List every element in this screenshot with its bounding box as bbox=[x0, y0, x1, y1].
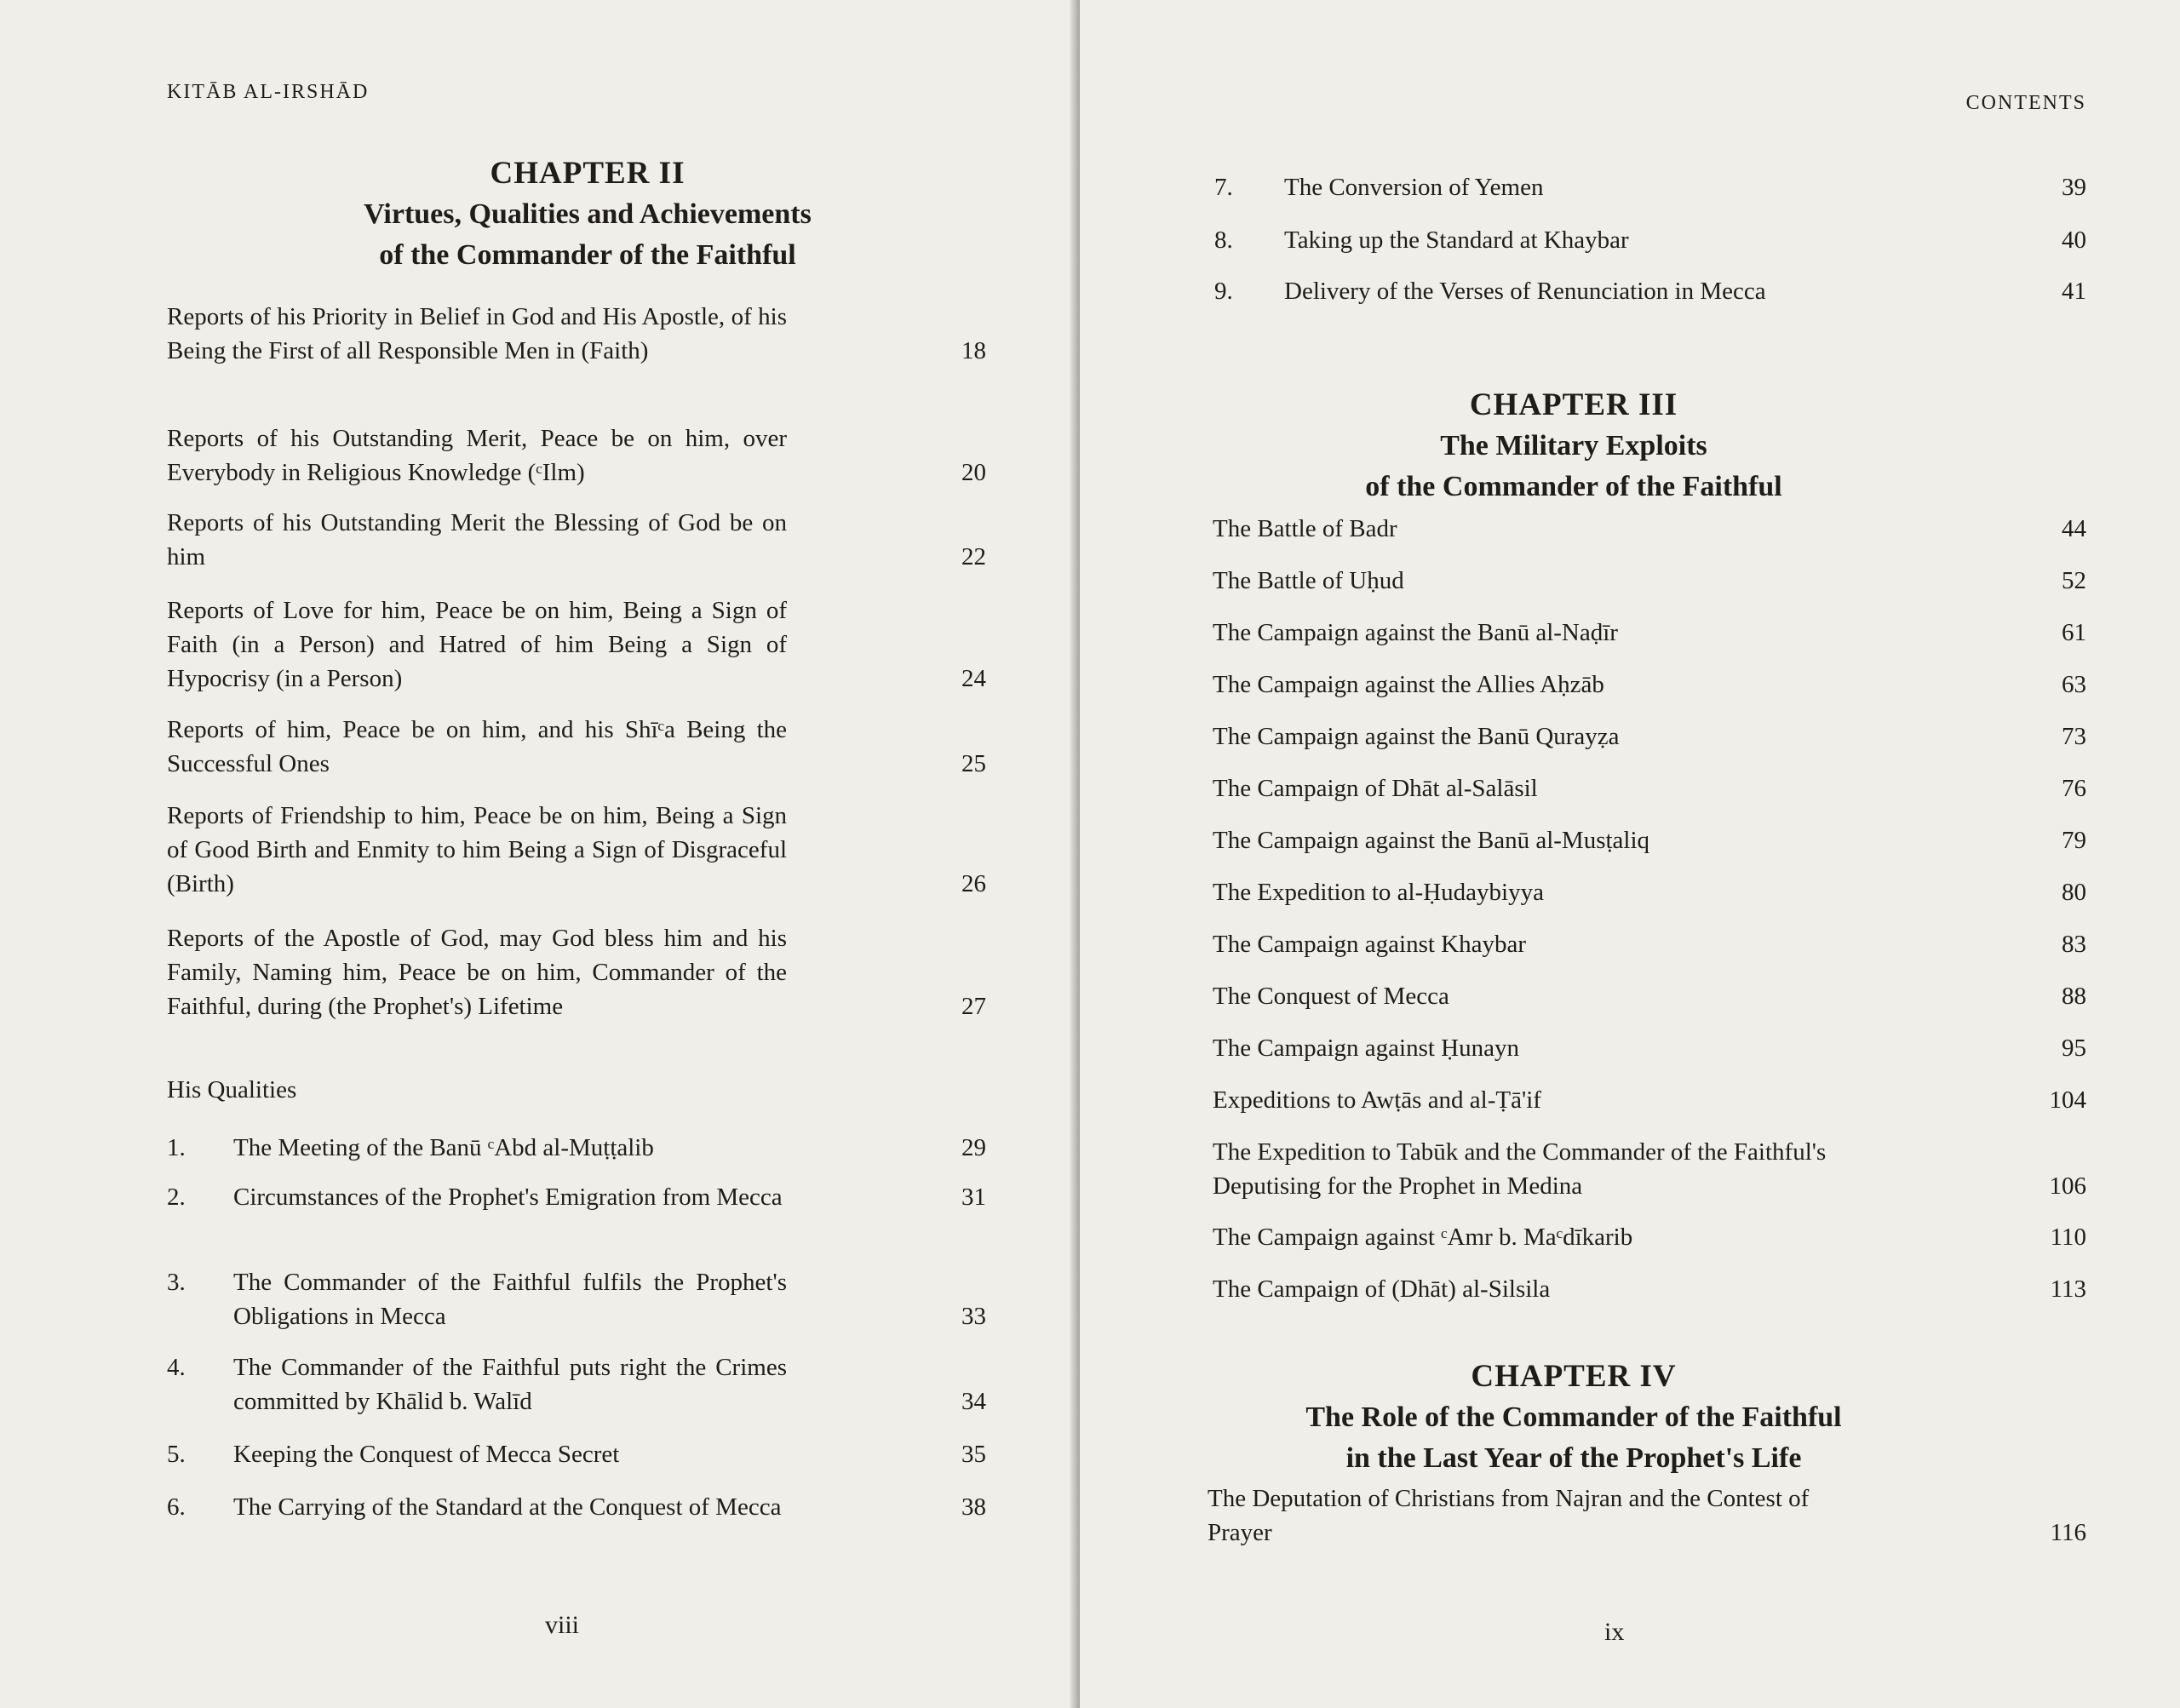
toc-entry-page: 38 bbox=[961, 1493, 986, 1521]
toc-entry-text: Reports of the Apostle of God, may God bless him and his Family, Naming him, Peace be on him, Commander of the Faithful, during (the Prophet's) Lifetime bbox=[167, 925, 787, 1020]
toc-entry-page: 76 bbox=[2062, 775, 2086, 802]
toc-entry-text: The Commander of the Faithful fulfils the Prophet's Obligations in Mecca bbox=[233, 1269, 787, 1330]
running-head: KITĀB AL-IRSHĀD bbox=[167, 81, 370, 103]
toc-entry-text: The Campaign against the Banū Qurayẓa bbox=[1213, 723, 1620, 750]
toc-entry-text: Reports of his Priority in Belief in God and His Apostle, of his Being the First of all Responsible Men in (Faith) bbox=[167, 303, 787, 364]
toc-entry-page: 63 bbox=[2062, 671, 2086, 698]
toc-numbered-entry bbox=[167, 1180, 986, 1214]
toc-entry-text: The Campaign against Ḥunayn bbox=[1213, 1035, 1519, 1062]
toc-entry-text: Reports of him, Peace be on him, and his Shīᶜa Being the Successful Ones bbox=[167, 716, 787, 777]
toc-entry-text: The Meeting of the Banū ᶜAbd al-Muṭṭalib bbox=[233, 1134, 654, 1161]
toc-entry-text: The Battle of Badr bbox=[1213, 515, 1397, 542]
chapter-number: CHAPTER IV bbox=[1471, 1359, 1677, 1394]
toc-entry bbox=[167, 921, 986, 1023]
toc-entry-text: The Campaign against the Banū al-Naḍīr bbox=[1213, 619, 1618, 646]
right-page bbox=[1080, 0, 2180, 1708]
toc-entry bbox=[1208, 1482, 2086, 1550]
toc-entry bbox=[1213, 616, 2086, 650]
toc-entry-text: Reports of Friendship to him, Peace be on him, Being a Sign of Good Birth and Enmity to him Being a Sign of Disgraceful (Birth) bbox=[167, 802, 787, 897]
toc-numbered-entry bbox=[1214, 223, 2086, 257]
toc-entry-page: 116 bbox=[2050, 1519, 2086, 1546]
chapter-title-line: of the Commander of the Faithful bbox=[1365, 471, 1782, 502]
toc-entry-text: The Expedition to Tabūk and the Commander of the Faithful's Deputising for the Prophet in Medina bbox=[1213, 1138, 1827, 1200]
chapter-number: CHAPTER III bbox=[1469, 387, 1678, 422]
toc-entry-text: The Expedition to al-Ḥudaybiyya bbox=[1213, 879, 1544, 906]
chapter-heading bbox=[290, 153, 886, 276]
page-number: viii bbox=[545, 1611, 580, 1639]
toc-entry bbox=[1213, 979, 2086, 1013]
toc-entry bbox=[1213, 668, 2086, 702]
toc-entry bbox=[1213, 1272, 2086, 1306]
toc-entry-page: 25 bbox=[961, 750, 986, 777]
toc-entry-page: 61 bbox=[2062, 619, 2086, 646]
toc-entry-page: 106 bbox=[2049, 1172, 2086, 1200]
toc-entry-page: 41 bbox=[2062, 278, 2086, 305]
subheading: His Qualities bbox=[167, 1076, 297, 1103]
toc-entry-page: 73 bbox=[2062, 723, 2086, 750]
toc-entry-text: Delivery of the Verses of Renunciation in Mecca bbox=[1284, 278, 1766, 305]
toc-entry-page: 26 bbox=[961, 870, 986, 897]
toc-entry-page: 83 bbox=[2062, 931, 2086, 958]
chapter-number: CHAPTER II bbox=[490, 156, 686, 191]
toc-entry-text: The Conversion of Yemen bbox=[1284, 174, 1544, 201]
toc-entry bbox=[1213, 1220, 2086, 1254]
entry-number: 4. bbox=[167, 1354, 186, 1381]
toc-entry-page: 39 bbox=[2062, 174, 2086, 201]
entry-number: 3. bbox=[167, 1269, 186, 1296]
toc-entry-text: The Campaign of (Dhāt) al-Silsila bbox=[1213, 1275, 1551, 1303]
toc-numbered-entry bbox=[167, 1350, 986, 1419]
entry-number: 5. bbox=[167, 1441, 186, 1468]
chapter-heading bbox=[1225, 1356, 1923, 1479]
toc-entry bbox=[1213, 1031, 2086, 1065]
toc-entry bbox=[1213, 1135, 2086, 1203]
toc-entry-page: 104 bbox=[2049, 1086, 2086, 1114]
toc-numbered-entry bbox=[167, 1131, 986, 1165]
toc-entry-text: Reports of his Outstanding Merit the Blessing of God be on him bbox=[167, 509, 787, 570]
toc-entry-page: 29 bbox=[961, 1134, 986, 1161]
toc-entry-text: Keeping the Conquest of Mecca Secret bbox=[233, 1441, 620, 1468]
toc-entry-text: The Commander of the Faithful puts right the Crimes committed by Khālid b. Walīd bbox=[233, 1354, 787, 1415]
entry-number: 1. bbox=[167, 1134, 186, 1161]
toc-entry-page: 88 bbox=[2062, 983, 2086, 1010]
toc-entry-page: 44 bbox=[2062, 515, 2086, 542]
page-number: ix bbox=[1604, 1618, 1625, 1646]
chapter-title-line: of the Commander of the Faithful bbox=[379, 239, 796, 271]
toc-entry-text: Reports of Love for him, Peace be on him, Being a Sign of Faith (in a Person) and Hatred of him Being a Sign of Hypocrisy (in a Person) bbox=[167, 597, 787, 692]
toc-entry bbox=[1213, 927, 2086, 961]
toc-numbered-entry bbox=[167, 1490, 986, 1524]
entry-number: 2. bbox=[167, 1184, 186, 1211]
toc-numbered-entry bbox=[167, 1265, 986, 1333]
toc-entry bbox=[1213, 875, 2086, 909]
chapter-heading bbox=[1276, 385, 1872, 507]
toc-entry-page: 31 bbox=[961, 1184, 986, 1211]
toc-entry-text: The Campaign against ᶜAmr b. Maᶜdīkarib bbox=[1213, 1224, 1633, 1251]
toc-entry bbox=[1213, 512, 2086, 546]
toc-entry-page: 27 bbox=[961, 993, 986, 1020]
toc-numbered-entry bbox=[1214, 170, 2086, 204]
toc-entry bbox=[167, 799, 986, 901]
entry-number: 9. bbox=[1214, 278, 1233, 305]
toc-entry-page: 95 bbox=[2062, 1035, 2086, 1062]
toc-entry bbox=[1213, 719, 2086, 754]
chapter-title-line: Virtues, Qualities and Achievements bbox=[364, 198, 812, 230]
chapter-title-line: The Military Exploits bbox=[1440, 430, 1707, 461]
toc-entry bbox=[1213, 771, 2086, 805]
running-head: CONTENTS bbox=[1965, 92, 2086, 114]
entry-number: 7. bbox=[1214, 174, 1233, 201]
toc-entry-text: Expeditions to Awṭās and al-Ṭā'if bbox=[1213, 1086, 1541, 1114]
toc-numbered-entry bbox=[1214, 274, 2086, 308]
toc-entry-text: The Campaign against the Banū al-Musṭaliq bbox=[1213, 827, 1650, 854]
toc-entry bbox=[1213, 823, 2086, 857]
toc-entry-page: 18 bbox=[961, 337, 986, 364]
toc-entry-page: 20 bbox=[961, 459, 986, 486]
chapter-title-line: in the Last Year of the Prophet's Life bbox=[1345, 1442, 1802, 1474]
entry-number: 8. bbox=[1214, 226, 1233, 254]
toc-numbered-entry bbox=[167, 1437, 986, 1471]
toc-entry-page: 80 bbox=[2062, 879, 2086, 906]
toc-entry bbox=[167, 421, 986, 490]
toc-entry-page: 24 bbox=[961, 665, 986, 692]
toc-entry-text: Taking up the Standard at Khaybar bbox=[1284, 226, 1629, 254]
toc-entry-page: 40 bbox=[2062, 226, 2086, 254]
toc-entry-text: Circumstances of the Prophet's Emigration from Mecca bbox=[233, 1184, 783, 1211]
toc-entry-page: 34 bbox=[961, 1388, 986, 1415]
toc-entry-text: The Carrying of the Standard at the Conquest of Mecca bbox=[233, 1493, 782, 1521]
toc-entry-text: The Campaign against the Allies Aḥzāb bbox=[1213, 671, 1604, 698]
toc-entry-text: Reports of his Outstanding Merit, Peace be on him, over Everybody in Religious Knowledge (ᶜIlm) bbox=[167, 425, 787, 486]
toc-entry bbox=[1213, 1083, 2086, 1117]
toc-entry-text: The Deputation of Christians from Najran and the Contest of Prayer bbox=[1208, 1485, 1810, 1546]
toc-entry-page: 33 bbox=[961, 1303, 986, 1330]
toc-entry-page: 52 bbox=[2062, 567, 2086, 594]
toc-entry bbox=[167, 506, 986, 574]
toc-entry bbox=[167, 713, 986, 781]
left-page bbox=[0, 0, 1080, 1708]
toc-entry-page: 113 bbox=[2050, 1275, 2086, 1303]
toc-entry-text: The Battle of Uḥud bbox=[1213, 567, 1404, 594]
toc-entry-text: The Campaign of Dhāt al-Salāsil bbox=[1213, 775, 1538, 802]
toc-entry bbox=[1213, 564, 2086, 598]
toc-entry-page: 110 bbox=[2050, 1224, 2086, 1251]
toc-entry bbox=[167, 593, 986, 696]
entry-number: 6. bbox=[167, 1493, 186, 1521]
toc-entry bbox=[167, 300, 986, 368]
toc-entry-page: 35 bbox=[961, 1441, 986, 1468]
toc-entry-text: The Campaign against Khaybar bbox=[1213, 931, 1527, 958]
toc-entry-page: 22 bbox=[961, 543, 986, 570]
toc-entry-text: The Conquest of Mecca bbox=[1213, 983, 1449, 1010]
toc-entry-page: 79 bbox=[2062, 827, 2086, 854]
chapter-title-line: The Role of the Commander of the Faithful bbox=[1305, 1401, 1842, 1433]
